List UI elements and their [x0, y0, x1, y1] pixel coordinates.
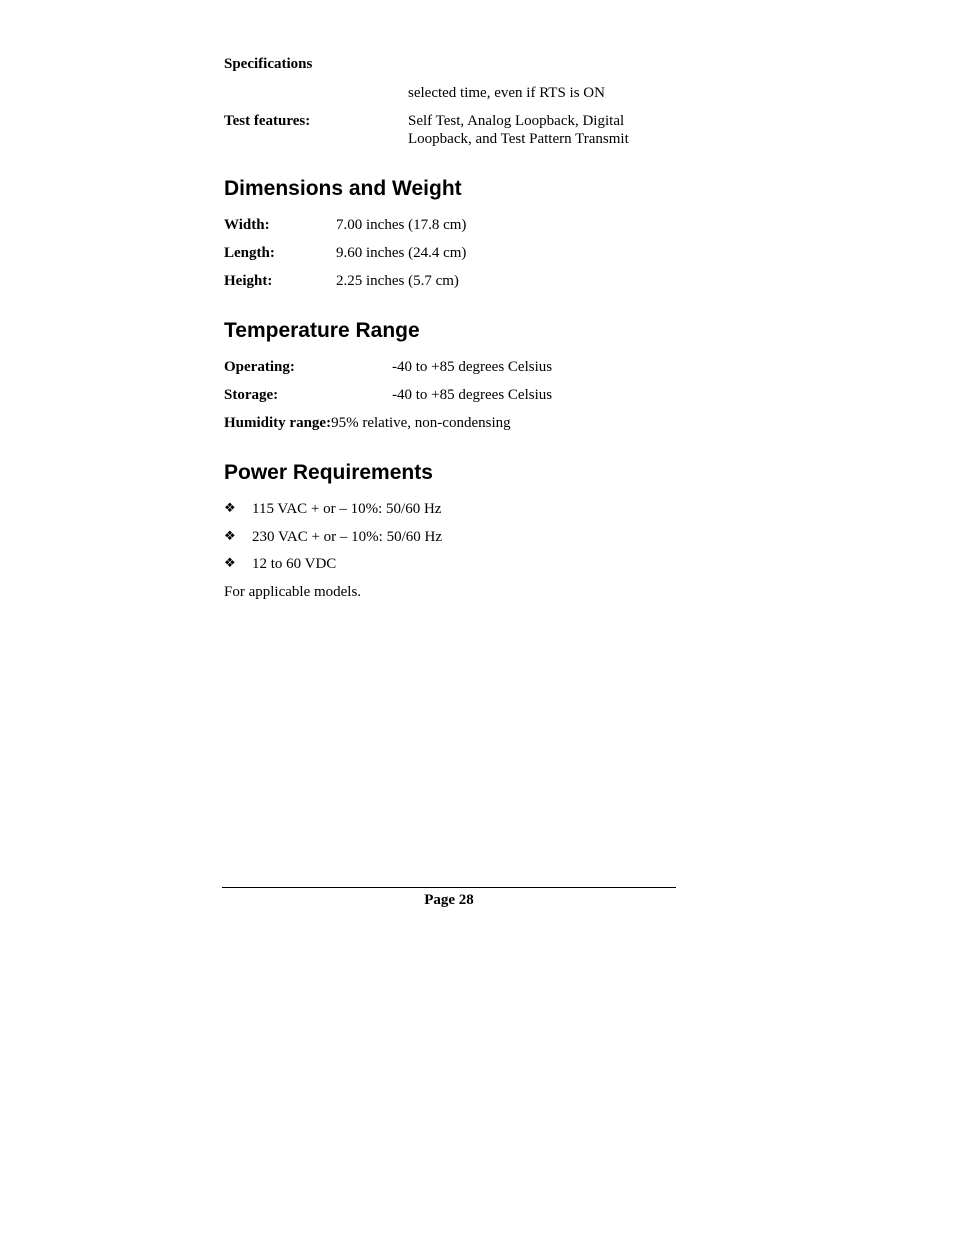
storage-value: -40 to +85 degrees Celsius	[392, 387, 553, 403]
height-value: 2.25 inches (5.7 cm)	[336, 273, 459, 289]
storage-label: Storage:	[224, 387, 279, 403]
dimensions-heading: Dimensions and Weight	[224, 177, 462, 200]
height-label: Height:	[224, 273, 273, 289]
power-note: For applicable models.	[224, 584, 362, 600]
test-features-label: Test features:	[224, 113, 311, 129]
diamond-bullet-icon: ❖	[224, 529, 236, 544]
test-features-line-1: Self Test, Analog Loopback, Digital	[408, 113, 625, 129]
humidity-label: Humidity range:	[224, 415, 332, 431]
operating-label: Operating:	[224, 359, 295, 375]
length-label: Length:	[224, 245, 275, 261]
humidity-value: 95% relative, non-condensing	[331, 415, 511, 431]
temperature-heading: Temperature Range	[224, 319, 420, 342]
test-features-line-2: Loopback, and Test Pattern Transmit	[408, 131, 629, 147]
humidity-line	[224, 414, 511, 432]
running-head: Specifications	[224, 56, 313, 72]
power-item-3: 12 to 60 VDC	[252, 556, 337, 572]
operating-value: -40 to +85 degrees Celsius	[392, 359, 553, 375]
width-value: 7.00 inches (17.8 cm)	[336, 217, 467, 233]
power-item-2: 230 VAC + or – 10%: 50/60 Hz	[252, 529, 442, 545]
power-item-1: 115 VAC + or – 10%: 50/60 Hz	[252, 501, 442, 517]
diamond-bullet-icon: ❖	[224, 501, 236, 516]
footer-rule	[222, 887, 676, 888]
page-number: Page 28	[424, 892, 474, 908]
width-label: Width:	[224, 217, 270, 233]
diamond-bullet-icon: ❖	[224, 556, 236, 571]
length-value: 9.60 inches (24.4 cm)	[336, 245, 467, 261]
power-heading: Power Requirements	[224, 461, 433, 484]
rts-continuation-text: selected time, even if RTS is ON	[408, 85, 605, 101]
